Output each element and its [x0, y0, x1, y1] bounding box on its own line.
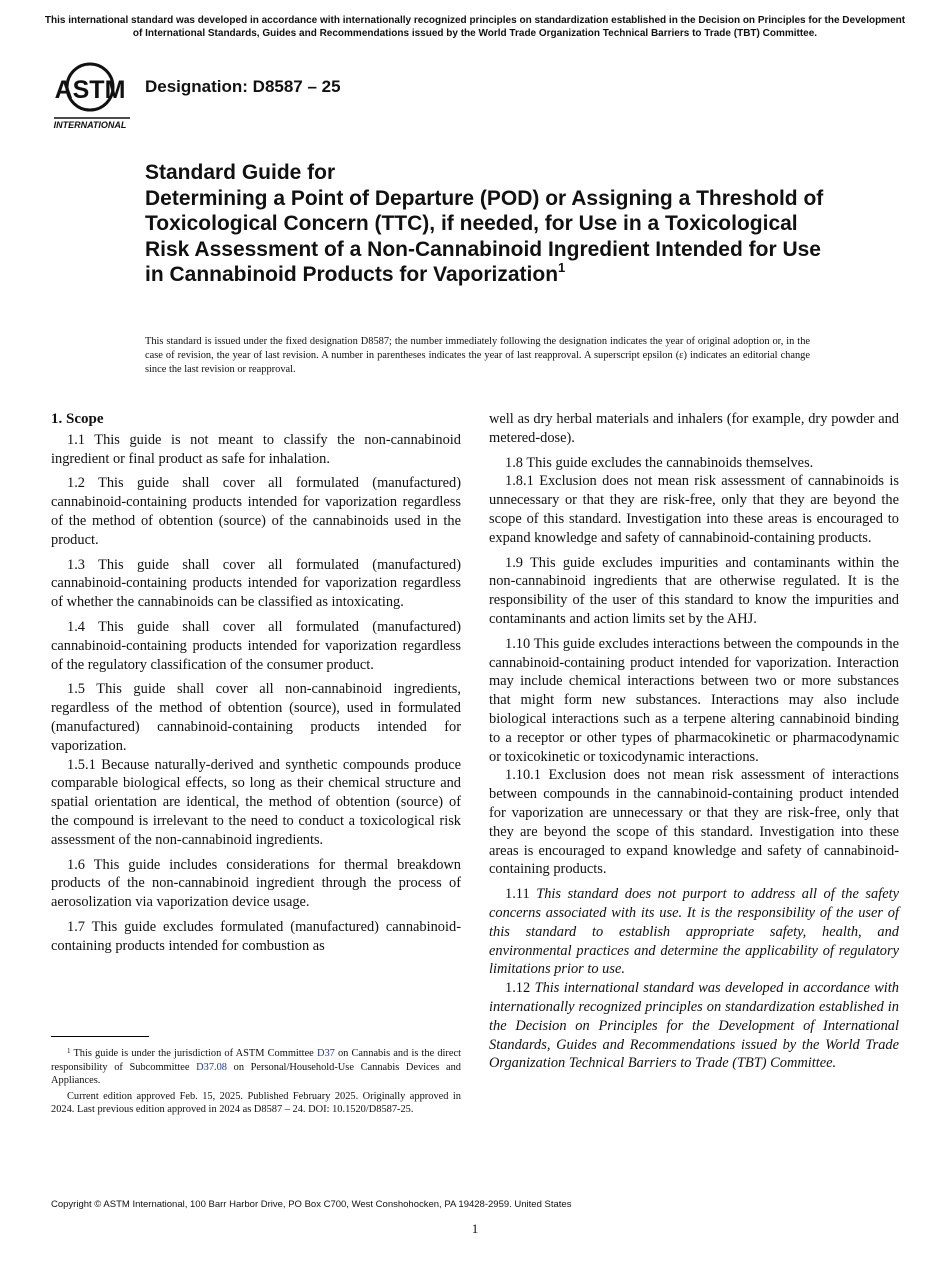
left-column [51, 410, 461, 962]
paragraph-1-9: 1.9 This guide excludes impurities and contaminants within the non-cannabinoid ingredients that are otherwise regulated. It is the responsibility of the user of this standard to know the impurities and contaminants and action limits set by the AHJ. [489, 554, 899, 627]
committee-link[interactable]: D37 [316, 1048, 335, 1059]
paragraph-1-8-1: 1.8.1 Exclusion does not mean risk assessment of cannabinoids is unnecessary or that they are risk-free, only that they are beyond the scope of this standard. Investigation into these areas is encouraged to expand knowledge and safety of cannabinoid-containing products. [489, 473, 899, 546]
right-column [489, 410, 899, 1079]
footnote-1-pre: This guide is under the jurisdiction of ASTM Committee [73, 1048, 314, 1059]
paragraph-1-6: 1.6 This guide includes considerations for thermal breakdown products of the non-cannabinoid ingredient through the process of aerosolization via vaporization device usage. [51, 856, 461, 911]
astm-logo-icon [50, 55, 136, 135]
paragraph-1-8: 1.8 This guide excludes the cannabinoids themselves. [505, 454, 814, 471]
paragraph-1-3: 1.3 This guide shall cover all formulated (manufactured) cannabinoid-containing products intended for vaporization regardless of whether the cannabinoids can be classified as intoxicating. [51, 556, 461, 611]
title-line1: Standard Guide for [145, 161, 336, 184]
paragraph-1-4: 1.4 This guide shall cover all formulated (manufactured) cannabinoid-containing products intended for vaporization regardless of the regulatory classification of the consumer product. [51, 618, 461, 673]
paragraph-1-2: 1.2 This guide shall cover all formulated (manufactured) cannabinoid-containing products intended for vaporization regardless of the method of obtention (source) of the cannabinoids used in the product. [51, 475, 461, 548]
footnote-1 [51, 1047, 461, 1088]
paragraph-1-7: 1.7 This guide excludes formulated (manufactured) cannabinoid-containing products intended for combustion as [51, 918, 461, 954]
title-main-text: Determining a Point of Departure (POD) or Assigning a Threshold of Toxicological Concern (TTC), if needed, for Use in a Toxicological Risk Assessment of a Non-Cannabinoid Ingredient Intended for Use in Cannabinoid Products for Vaporization [145, 186, 824, 286]
footnote-1-mark: 1 [67, 1047, 71, 1055]
page-number: 1 [471, 1221, 479, 1236]
issued-note: This standard is issued under the fixed designation D8587; the number immediately following the designation indicates the year of original adoption or, in the case of revision, the year of last revision. A number in parentheses indicates the year of last reapproval. A superscript epsilon (ε) indicates an editorial change since the last revision or reapproval. [145, 336, 810, 375]
paragraph-1-5-1: 1.5.1 Because naturally-derived and synthetic compounds produce comparable biological effects, so long as their chemical structure and spatial orientation are identical, the method of obtention (source) of the compound is irrelevant to the need to conduct a toxicological risk assessment of the non-cannabinoid ingredients. [51, 756, 461, 848]
wto-notice: This international standard was developed in accordance with internationally recognized principles on standardization established in the Decision on Principles for the Development of International Standards, Guides and Recommendations issued by the World Trade Organization Technical Barriers to Trade (TBT) Committee. [44, 15, 906, 39]
paragraph-1-1: 1.1 This guide is not meant to classify the non-cannabinoid ingredient or final product as safe for inhalation. [51, 431, 461, 467]
paragraph-1-10-1: 1.10.1 Exclusion does not mean risk assessment of interactions between compounds in the cannabinoid-containing product intended for vaporization are unnecessary or that they are risk-free, only that they are beyond the scope of this standard. Investigation into these areas is encouraged to expand knowledge and safety of cannabinoid-containing products. [489, 767, 899, 878]
paragraph-1-11 [489, 885, 899, 979]
footnote-2: Current edition approved Feb. 15, 2025. Published February 2025. Originally approved in 2024. Last previous edition approved in 2024 as D8587 – 24. DOI: 10.1520/D8587-25. [51, 1090, 461, 1116]
paragraph-1-12-text: This international standard was developed in accordance with internationally recognized principles on standardization established in the Decision on Principles for the Development of International Standards, Guides and Recommendations issued by the World Trade Organization Technical Barriers to Trade (TBT) Committee. [489, 980, 899, 1072]
paragraph-1-7-cont: well as dry herbal materials and inhalers (for example, dry powder and metered-dose). [489, 411, 899, 446]
section-heading: 1. Scope [51, 411, 104, 427]
paragraph-1-10: 1.10 This guide excludes interactions between the compounds in the cannabinoid-containing product intended for vaporization. Interaction may include chemical interactions between two or more substances that might form new substances. Interactions may also include biological interactions such as a terpene altering cannabinoid binding to a receptor or other types of pharmacokinetic or pharmacodynamic or toxicokinetic or toxicodynamic interactions. [489, 635, 899, 765]
logo-letters: ASTM [54, 76, 126, 104]
footnote-1-mid: on Cannabis and is the direct responsibility of Subcommittee [51, 1048, 461, 1073]
footnotes [51, 1036, 461, 1119]
paragraph-1-11-num: 1.11 [505, 886, 530, 903]
astm-logo [50, 55, 136, 135]
paragraph-1-12-num: 1.12 [505, 980, 531, 997]
paragraph-1-11-text: This standard does not purport to address all of the safety concerns associated with its use. It is the responsibility of the user of this standard to establish appropriate safety, health, and environmental practices and determine the applicability of regulatory limitations prior to use. [489, 886, 899, 978]
designation: Designation: D8587 – 25 [145, 77, 341, 96]
copyright: Copyright © ASTM International, 100 Barr Harbor Drive, PO Box C700, West Conshohocken, PA 19428-2959. United States [51, 1199, 572, 1210]
logo-international: INTERNATIONAL [53, 120, 127, 130]
paragraph-1-5: 1.5 This guide shall cover all non-cannabinoid ingredients, regardless of the method of obtention (source), used in formulated (manufactured) cannabinoid-containing products intended for vaporization. [51, 681, 461, 754]
subcommittee-link[interactable]: D37.08 [196, 1061, 228, 1073]
title-footnote-mark: 1 [558, 260, 566, 275]
paragraph-1-12 [489, 979, 899, 1073]
footnote-1-post: on Personal/Household-Use Cannabis Devices and Appliances. [51, 1061, 461, 1087]
footnote-rule [51, 1036, 149, 1037]
title-main [145, 186, 845, 288]
standard-title [145, 160, 845, 288]
